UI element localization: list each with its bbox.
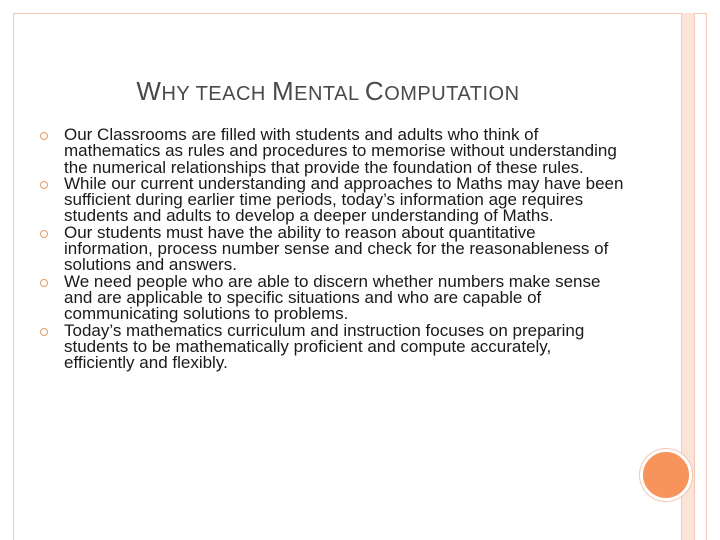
decorative-circle: [640, 449, 692, 501]
title-cap-m: M: [271, 76, 295, 106]
bullet-item: [40, 271, 625, 324]
bullet-item: [40, 222, 625, 275]
title-part-why: HY TEACH: [161, 83, 272, 105]
bullet-text: While our current understanding and approaches to Maths may have been sufficient during earlier time periods, today’s information age requires students and adults to develop a deeper understanding of Maths.: [64, 173, 624, 226]
bullet-text: Our students must have the ability to reason about quantitative information, process number sense and check for the reasonableness of solutions and answers.: [64, 222, 609, 275]
slide-title: [0, 76, 656, 107]
bullet-marker-icon: [40, 230, 48, 238]
title-cap-c: C: [364, 76, 385, 106]
bullet-list: [40, 127, 625, 371]
title-part-computation: OMPUTATION: [384, 83, 520, 105]
bullet-marker-icon: [40, 132, 48, 140]
title-cap-w: W: [136, 76, 162, 106]
title-part-mental: ENTAL: [294, 83, 365, 105]
bullet-marker-icon: [40, 328, 48, 336]
bullet-marker-icon: [40, 279, 48, 287]
bullet-text: We need people who are able to discern whether numbers make sense and are applicable to specific situations and who are capable of communicating solutions to problems.: [64, 271, 601, 324]
bullet-marker-icon: [40, 181, 48, 189]
bullet-item: [40, 173, 625, 226]
bullet-item: [40, 127, 625, 176]
bullet-item: [40, 320, 625, 373]
bullet-text: Our Classrooms are filled with students and adults who think of mathematics as rules and procedures to memorise without understanding the numerical relationships that provide the foundation of these rules.: [64, 125, 617, 177]
bullet-text: Today’s mathematics curriculum and instruction focuses on preparing students to be mathematically proficient and compute accurately, efficiently and flexibly.: [64, 320, 585, 373]
